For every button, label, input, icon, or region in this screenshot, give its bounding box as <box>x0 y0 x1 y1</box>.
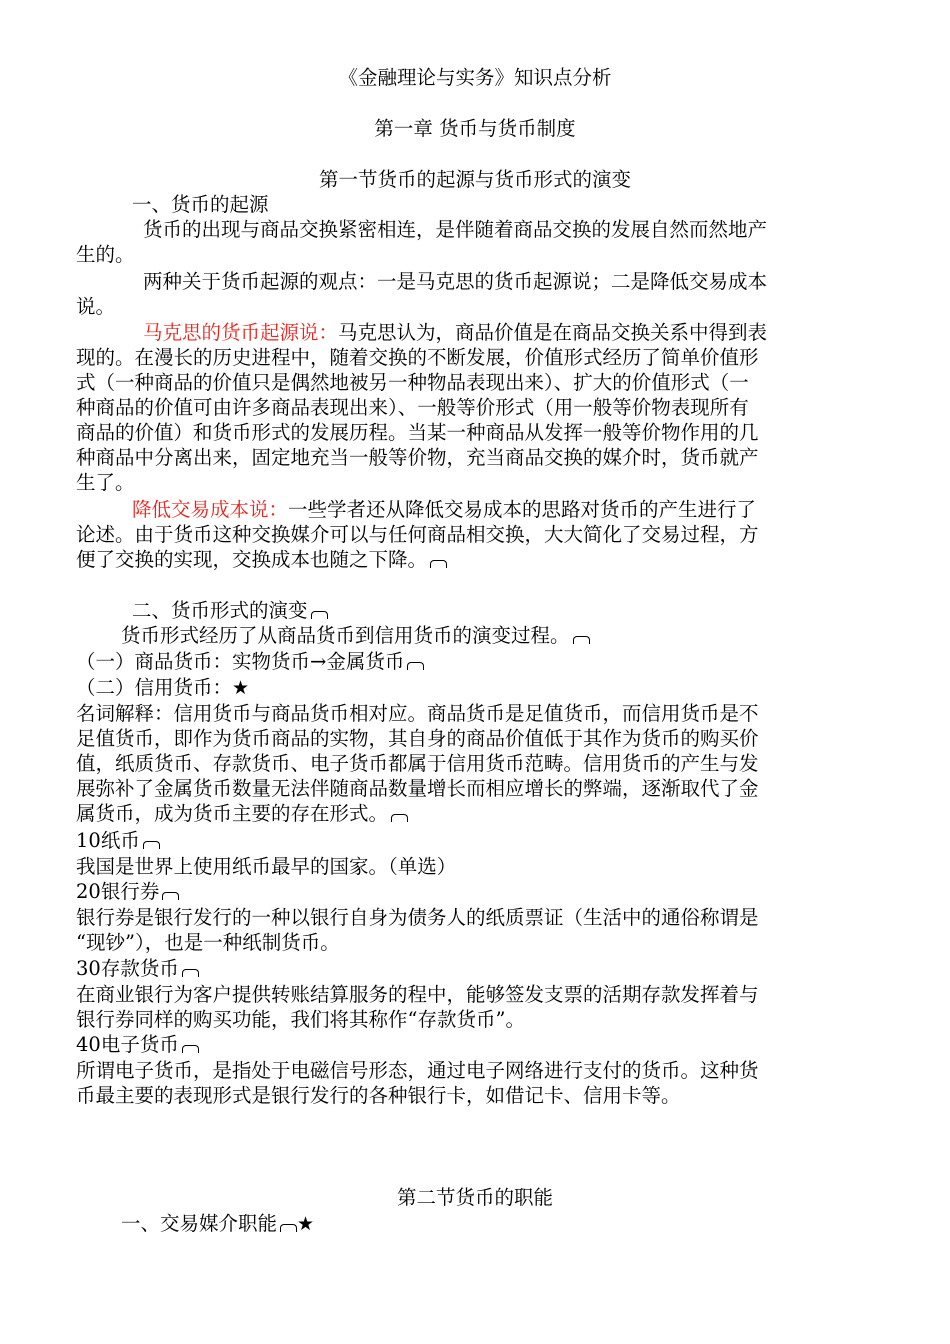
paragraph-line: 商品的价值）和货币形式的发展历程。当某一种商品从发挥一般等价物作用的几 <box>76 421 759 444</box>
paragraph-line: 便了交换的实现，交换成本也随之下降。 <box>76 547 447 572</box>
paragraph-line: 币最主要的表现形式是银行发行的各种银行卡，如借记卡、信用卡等。 <box>76 1084 681 1107</box>
paragraph-line: 名词解释：信用货币与商品货币相对应。商品货币是足值货币，而信用货币是不 <box>76 702 759 725</box>
paragraph-mark-icon <box>573 636 590 644</box>
electronic-money-heading: 40电子货币 <box>76 1032 199 1057</box>
paragraph-mark-icon <box>311 611 328 619</box>
commodity-money-item: （一）商品货币：实物货币→金属货币 <box>76 649 424 674</box>
paragraph-line: 属货币，成为货币主要的存在形式。 <box>76 801 408 826</box>
deposit-money-heading: 30存款货币 <box>76 956 199 981</box>
paragraph-line: 降低交易成本说：一些学者还从降低交易成本的思路对货币的产生进行了 <box>132 498 757 521</box>
paragraph-mark-icon <box>182 1045 199 1053</box>
paragraph-line: 生的。 <box>76 243 135 266</box>
star-icon: ★ <box>232 677 250 699</box>
marx-theory-label: 马克思的货币起源说： <box>143 321 339 344</box>
paragraph-line: 所谓电子货币，是指处于电磁信号形态，通过电子网络进行支付的货币。这种货 <box>76 1059 759 1082</box>
evolution-intro: 货币形式经历了从商品货币到信用货币的演变过程。 <box>121 623 590 648</box>
paragraph-line: 生了。 <box>76 471 135 494</box>
paragraph-line: 足值货币，即作为货币商品的实物，其自身的商品价值低于其作为货币的购买价 <box>76 727 759 750</box>
paragraph-line: 展弥补了金属货币数量无法伴随商品数量增长而相应增长的弊端，逐渐取代了金 <box>76 777 759 800</box>
star-icon: ★ <box>297 1213 315 1235</box>
credit-money-item: （二）信用货币：★ <box>76 676 250 699</box>
paragraph-mark-icon <box>280 1224 297 1232</box>
paragraph-line: 两种关于货币起源的观点：一是马克思的货币起源说；二是降低交易成本 <box>143 270 768 293</box>
section-title: 第二节货币的职能 <box>396 1186 553 1209</box>
paragraph-line: 式（一种商品的价值只是偶然地被另一种物品表现出来）、扩大的价值形式（一 <box>76 371 749 394</box>
paragraph-line: 说。 <box>76 295 116 318</box>
chapter-title: 第一章 货币与货币制度 <box>374 117 576 140</box>
paragraph-line: 我国是世界上使用纸币最早的国家。（单选） <box>76 855 457 878</box>
paragraph-mark-icon <box>182 969 199 977</box>
paragraph-line: 种商品中分离出来，固定地充当一般等价物，充当商品交换的媒介时，货币就产 <box>76 446 759 469</box>
banknote-heading: 20银行券 <box>76 879 179 904</box>
paragraph-line: 现的。在漫长的历史进程中，随着交换的不断发展，价值形式经历了简单价值形 <box>76 346 759 369</box>
document-title: 《金融理论与实务》知识点分析 <box>338 66 612 89</box>
evolution-heading: 二、货币形式的演变 <box>132 598 328 623</box>
paragraph-line: 在商业银行为客户提供转账结算服务的程中，能够签发支票的活期存款发挥着与 <box>76 983 759 1006</box>
origin-heading: 一、货币的起源 <box>132 193 269 216</box>
section-title: 第一节货币的起源与货币形式的演变 <box>318 168 631 191</box>
transaction-cost-label: 降低交易成本说： <box>132 498 289 521</box>
paragraph-mark-icon <box>162 892 179 900</box>
paper-money-heading: 10纸币 <box>76 828 160 853</box>
paragraph-line: “现钞”），也是一种纸制货币。 <box>76 931 340 954</box>
paragraph-line: 货币的出现与商品交换紧密相连，是伴随着商品交换的发展自然而然地产 <box>143 218 768 241</box>
paragraph-line: 银行券是银行发行的一种以银行自身为债务人的纸质票证（生活中的通俗称谓是 <box>76 906 759 929</box>
paragraph-line: 马克思的货币起源说：马克思认为，商品价值是在商品交换关系中得到表 <box>143 321 768 344</box>
paragraph-mark-icon <box>430 560 447 568</box>
paragraph-line: 银行券同样的购买功能，我们将其称作“存款货币”。 <box>76 1008 525 1031</box>
paragraph-mark-icon <box>143 841 160 849</box>
paragraph-line: 值，纸质货币、存款货币、电子货币都属于信用货币范畴。信用货币的产生与发 <box>76 752 759 775</box>
medium-of-exchange-heading: 一、交易媒介职能 ★ <box>121 1212 315 1235</box>
paragraph-mark-icon <box>407 662 424 670</box>
paragraph-line: 论述。由于货币这种交换媒介可以与任何商品相交换，大大简化了交易过程，方 <box>76 523 759 546</box>
paragraph-line: 种商品的价值可由许多商品表现出来）、一般等价形式（用一般等价物表现所有 <box>76 396 749 419</box>
paragraph-mark-icon <box>391 814 408 822</box>
